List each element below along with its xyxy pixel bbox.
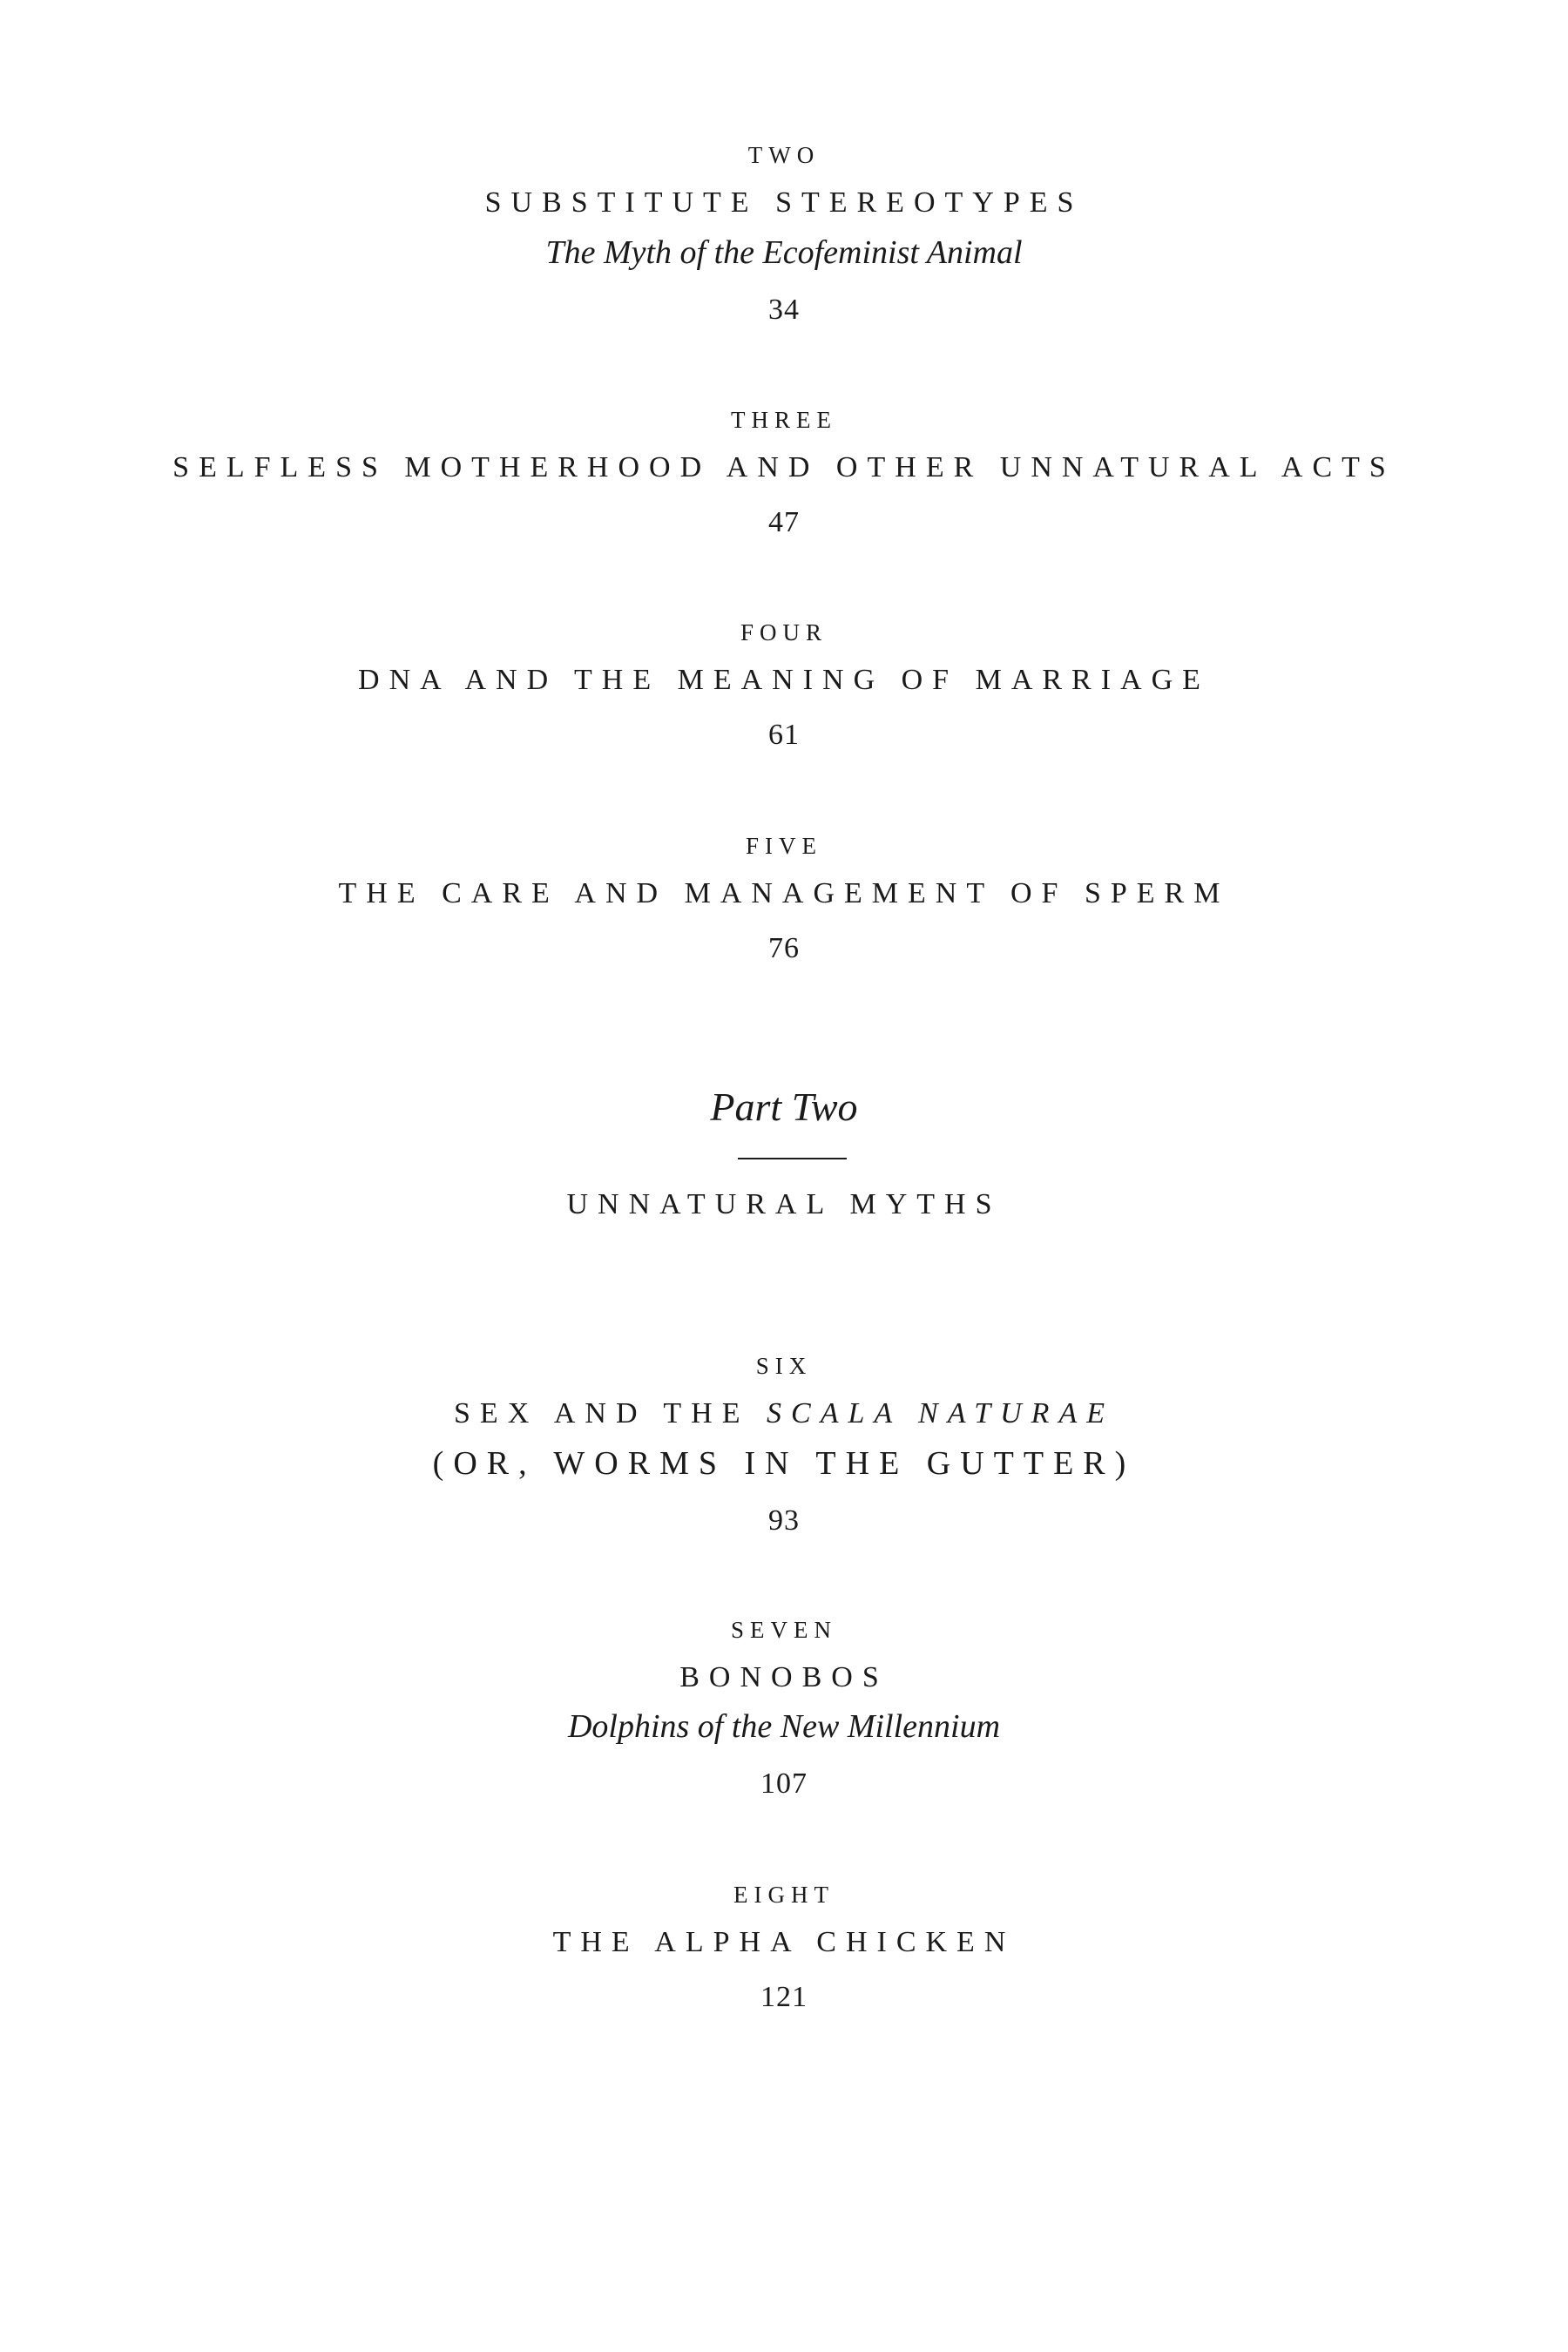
chapter-six-number: SIX xyxy=(755,1353,813,1379)
chapter-four-title: DNA AND THE MEANING OF MARRIAGE xyxy=(358,664,1210,696)
chapter-seven-page: 107 xyxy=(760,1767,808,1800)
chapter-six-page: 93 xyxy=(768,1504,800,1537)
chapter-seven-title: BONOBOS xyxy=(679,1661,889,1693)
chapter-two-title: SUBSTITUTE STEREOTYPES xyxy=(484,186,1084,219)
chapter-eight-title: THE ALPHA CHICKEN xyxy=(552,1926,1016,1958)
part-two-title: UNNATURAL MYTHS xyxy=(566,1188,1002,1220)
chapter-four-page: 61 xyxy=(768,719,800,751)
part-divider-rule xyxy=(738,1158,847,1159)
chapter-two-number: TWO xyxy=(747,142,821,168)
chapter-three-number: THREE xyxy=(731,407,837,433)
chapter-two-page: 34 xyxy=(768,294,800,326)
chapter-two-subtitle: The Myth of the Ecofeminist Animal xyxy=(545,234,1023,271)
chapter-seven-subtitle: Dolphins of the New Millennium xyxy=(567,1708,1001,1745)
chapter-five-number: FIVE xyxy=(746,833,822,859)
chapter-seven-number: SEVEN xyxy=(731,1617,837,1643)
chapter-three-page: 47 xyxy=(768,506,800,538)
part-two-heading: Part Two xyxy=(710,1085,858,1129)
chapter-five-page: 76 xyxy=(768,932,800,964)
chapter-five-title: THE CARE AND MANAGEMENT OF SPERM xyxy=(338,877,1230,909)
chapter-six-title-italic: SCALA NATURAE xyxy=(767,1397,1114,1429)
chapter-three-title: SELFLESS MOTHERHOOD AND OTHER UNNATURAL ACTS xyxy=(172,451,1396,483)
chapter-six-title-line2: (OR, WORMS IN THE GUTTER) xyxy=(432,1445,1136,1482)
chapter-six-title-prefix: SEX AND THE xyxy=(454,1397,767,1429)
chapter-six-title xyxy=(0,1399,1568,1429)
chapter-eight-number: EIGHT xyxy=(733,1882,835,1908)
chapter-four-number: FOUR xyxy=(740,619,828,645)
chapter-eight-page: 121 xyxy=(760,1981,808,2013)
